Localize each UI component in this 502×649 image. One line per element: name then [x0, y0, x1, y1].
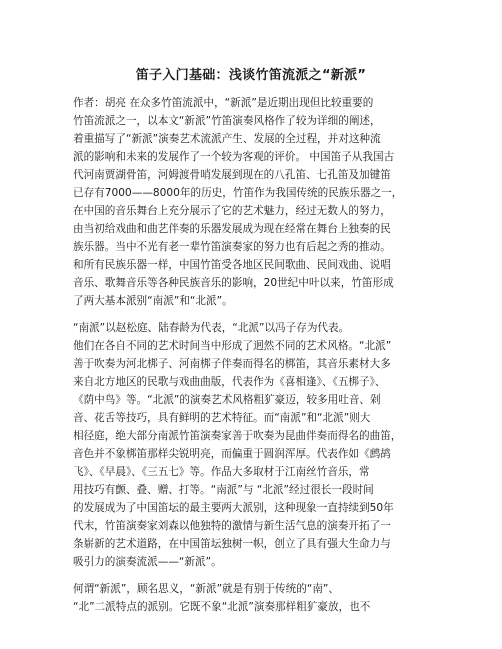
- text-line: 派的影响和未来的发展作了一个较为客观的评价。 中国笛子从我国古: [73, 151, 395, 163]
- text-line: 音乐、歌舞音乐等各种民族音乐的影响，20世纪中叶以来，竹笛形成: [73, 277, 394, 289]
- text-line: 《荫中鸟》等。“北派”的演奏艺术风格粗犷豪迈，较多用吐音、剁: [73, 394, 381, 406]
- text-line: 族乐器。当中不光有老一辈竹笛演奏家的努力也有后起之秀的推动。: [73, 241, 391, 253]
- paragraph-intro: [73, 94, 438, 310]
- text-line: 着重描写了“新派”演奏艺术流派产生、发展的全过程，并对这种流: [73, 133, 381, 145]
- text-line: 飞》、《早晨》、《三五七》等。作品大多取材于江南丝竹音乐，常: [73, 466, 370, 478]
- text-line: 吸引力的演奏流派——“新派”。: [73, 556, 222, 568]
- text-line: 竹笛流派之一，以本文“新派”竹笛演奏风格作了较为详细的阐述，: [73, 115, 381, 127]
- paragraph-new-school: [73, 580, 438, 616]
- text-line: 何谓“新派”，顾名思义，“新派”就是有别于传统的“南”、: [73, 583, 339, 595]
- paragraph-north-south: [73, 319, 438, 571]
- text-line: 在中国的音乐舞台上充分展示了它的艺术魅力，经过无数人的努力，: [73, 205, 391, 217]
- text-line: 善于吹奏为河北梆子、河南梆子伴奏而得名的梆笛，其音乐素材大多: [73, 358, 391, 370]
- text-line: “南派”以赵松庭、陆春龄为代表，“北派”以冯子存为代表。: [73, 322, 350, 334]
- document-title: 笛子入门基础：浅谈竹笛流派之“新派”: [135, 68, 367, 83]
- text-line: 他们在各自不同的艺术时间当中形成了迥然不同的艺术风格。“北派”: [73, 340, 392, 352]
- text-line: 和所有民族乐器一样，中国竹笛受各地区民间歌曲、民间戏曲、说唱: [73, 259, 391, 271]
- text-line: 音色并不象梆笛那样尖锐明亮，而偏重于圆润浑厚。代表作如《鹧鸪: [73, 448, 391, 460]
- paragraph-gap: [73, 310, 438, 319]
- article-body: [73, 94, 438, 616]
- text-line: 代末，竹笛演奏家刘森以他独特的激情与新生活气息的演奏开拓了一: [73, 520, 391, 532]
- text-line: 由当初给戏曲和曲艺伴奏的乐器发展成为现在经常在舞台上独奏的民: [73, 223, 391, 235]
- text-line: 音、花舌等技巧，具有鲜明的艺术特征。而“南派”和“北派”则大: [73, 412, 371, 424]
- text-line: 已存有7000——8000年的历史，竹笛作为我国传统的民族乐器之一，: [73, 187, 403, 199]
- paragraph-gap: [73, 571, 438, 580]
- text-line: 的发展成为了中国笛坛的最主要两大派别，这种现象一直持续到50年: [73, 502, 394, 514]
- text-line: 了两大基本派别“南派”和“北派”。: [73, 295, 233, 307]
- text-line: 条崭新的艺术道路，在中国笛坛独树一帜，创立了具有强大生命力与: [73, 538, 391, 550]
- text-line: 相径庭，绝大部分南派竹笛演奏家善于吹奏为昆曲伴奏而得名的曲笛，: [73, 430, 402, 442]
- text-line: “北”二派特点的派别。它既不象“北派”演奏那样粗犷豪放，也不: [73, 601, 371, 613]
- text-line: 来自北方地区的民歌与戏曲曲版，代表作为《喜相逢》、《五梆子》、: [73, 376, 386, 388]
- text-line: 代河南贾湖骨笛，河姆渡骨哨发展到现在的八孔笛、七孔笛及加键笛: [73, 169, 391, 181]
- text-line: 用技巧有颤、叠、赠、打等。“南派”与 “北派”经过很长一段时间: [73, 484, 374, 496]
- text-line: 作者：胡亮 在众多竹笛流派中，“新派”是近期出现但比较重要的: [73, 97, 374, 109]
